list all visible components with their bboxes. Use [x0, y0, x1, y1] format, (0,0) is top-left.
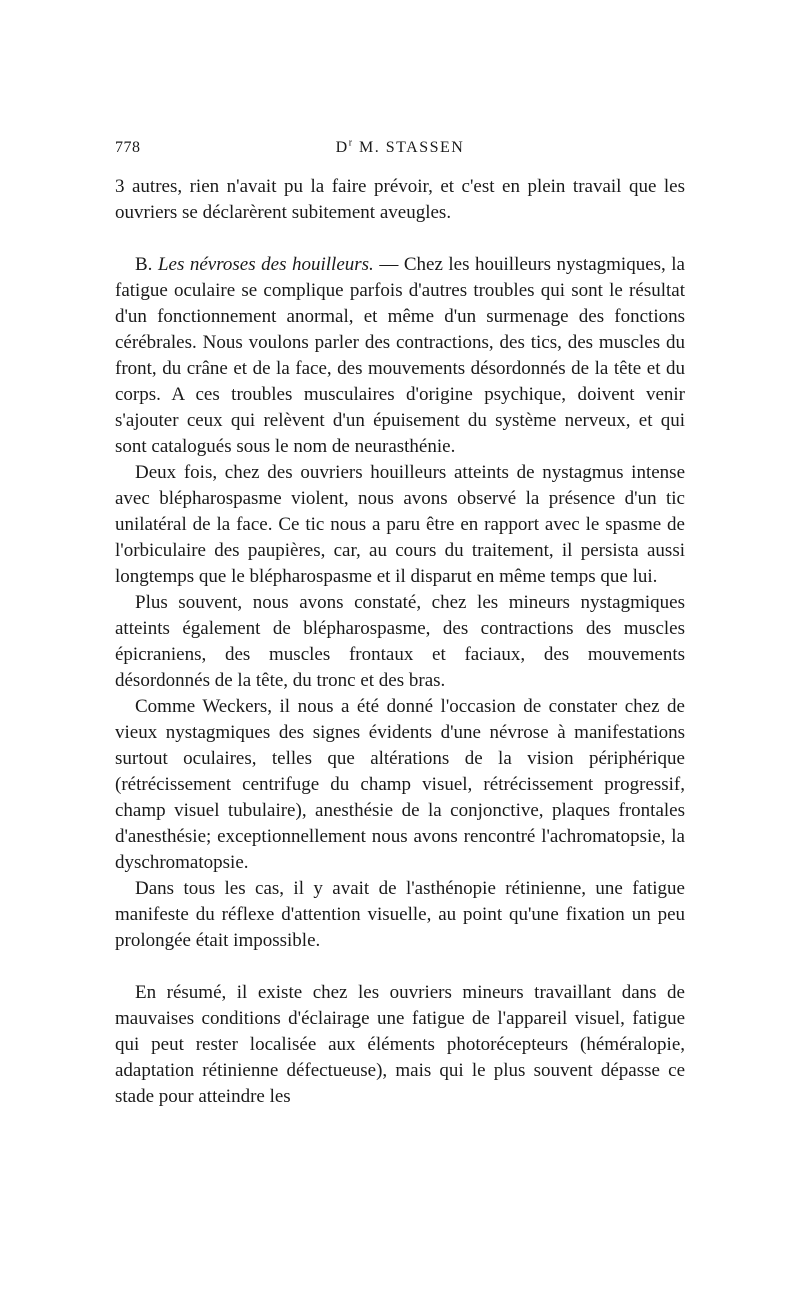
paragraph-tic-unilateral: Deux fois, chez des ouvriers houilleurs atteints de nystagmus intense avec blépharospasme violent, nous avons observé la présence d'un tic unilatéral de la face. Ce tic nous a paru être en rapport avec le spasme de l'orbiculaire des paupières, car, au cours du traitement, il persista aussi longtemps que le blépharospasme et il disparut en même temps que lui. [115, 462, 685, 587]
section-b-text: — Chez les houilleurs nystagmiques, la fatigue oculaire se complique parfois d'autres troubles qui sont le résultat d'un fonctionnement anormal, et même d'un surmenage des fonctions cérébrales. Nous voulons parler des contractions, des tics, des muscles du front, du crâne et de la face, des mouvements désordonnés de la tête et du corps. A ces troubles musculaires d'origine psychique, doivent venir s'ajouter ceux qui relèvent d'un épuisement du système nerveux, et qui sont catalogués sous le nom de neurasthénie. [115, 254, 685, 457]
paragraph-resume: En résumé, il existe chez les ouvriers mineurs travaillant dans de mauvaises conditions d'éclairage une fatigue de l'appareil visuel, fatigue qui peut rester localisée aux éléments photorécepteurs (héméralopie, adaptation rétinienne défectueuse), mais qui le plus souvent dépasse ce stade pour atteindre les [115, 982, 685, 1107]
author-name: M. STASSEN [359, 139, 465, 156]
book-page [115, 0, 685, 1304]
section-letter: B. [135, 254, 158, 275]
running-head-author [115, 136, 685, 160]
running-head [115, 136, 685, 160]
body-text [115, 174, 685, 1110]
paragraph-weckers: Comme Weckers, il nous a été donné l'occasion de constater chez de vieux nystagmiques des signes évidents d'une névrose à manifestations surtout oculaires, telles que altérations de la vision périphérique (rétrécissement centrifuge du champ visuel, rétrécissement progressif, champ visuel tubulaire), anesthésie de la conjonctive, plaques frontales d'anesthésie; exceptionnellement nous avons rencontré l'achromatopsie, la dyschromatopsie. [115, 696, 685, 873]
paragraph-section-b [115, 252, 685, 460]
section-title: Les névroses des houilleurs. [157, 254, 374, 275]
paragraph-asthenopie: Dans tous les cas, il y avait de l'asthénopie rétinienne, une fatigue manifeste du réflexe d'attention visuelle, au point qu'une fixation un peu prolongée était impossible. [115, 878, 685, 951]
author-title-prefix: D [335, 139, 349, 156]
paragraph-continuation: 3 autres, rien n'avait pu la faire prévoir, et c'est en plein travail que les ouvriers se déclarèrent subitement aveugles. [115, 176, 685, 223]
author-title-superscript: r [348, 137, 354, 149]
page-number: 778 [115, 139, 141, 156]
paragraph-contractions: Plus souvent, nous avons constaté, chez les mineurs nystagmiques atteints également de blépharospasme, des contractions des muscles épicraniens, des muscles frontaux et faciaux, des mouvements désordonnés de la tête, du tronc et des bras. [115, 592, 685, 691]
